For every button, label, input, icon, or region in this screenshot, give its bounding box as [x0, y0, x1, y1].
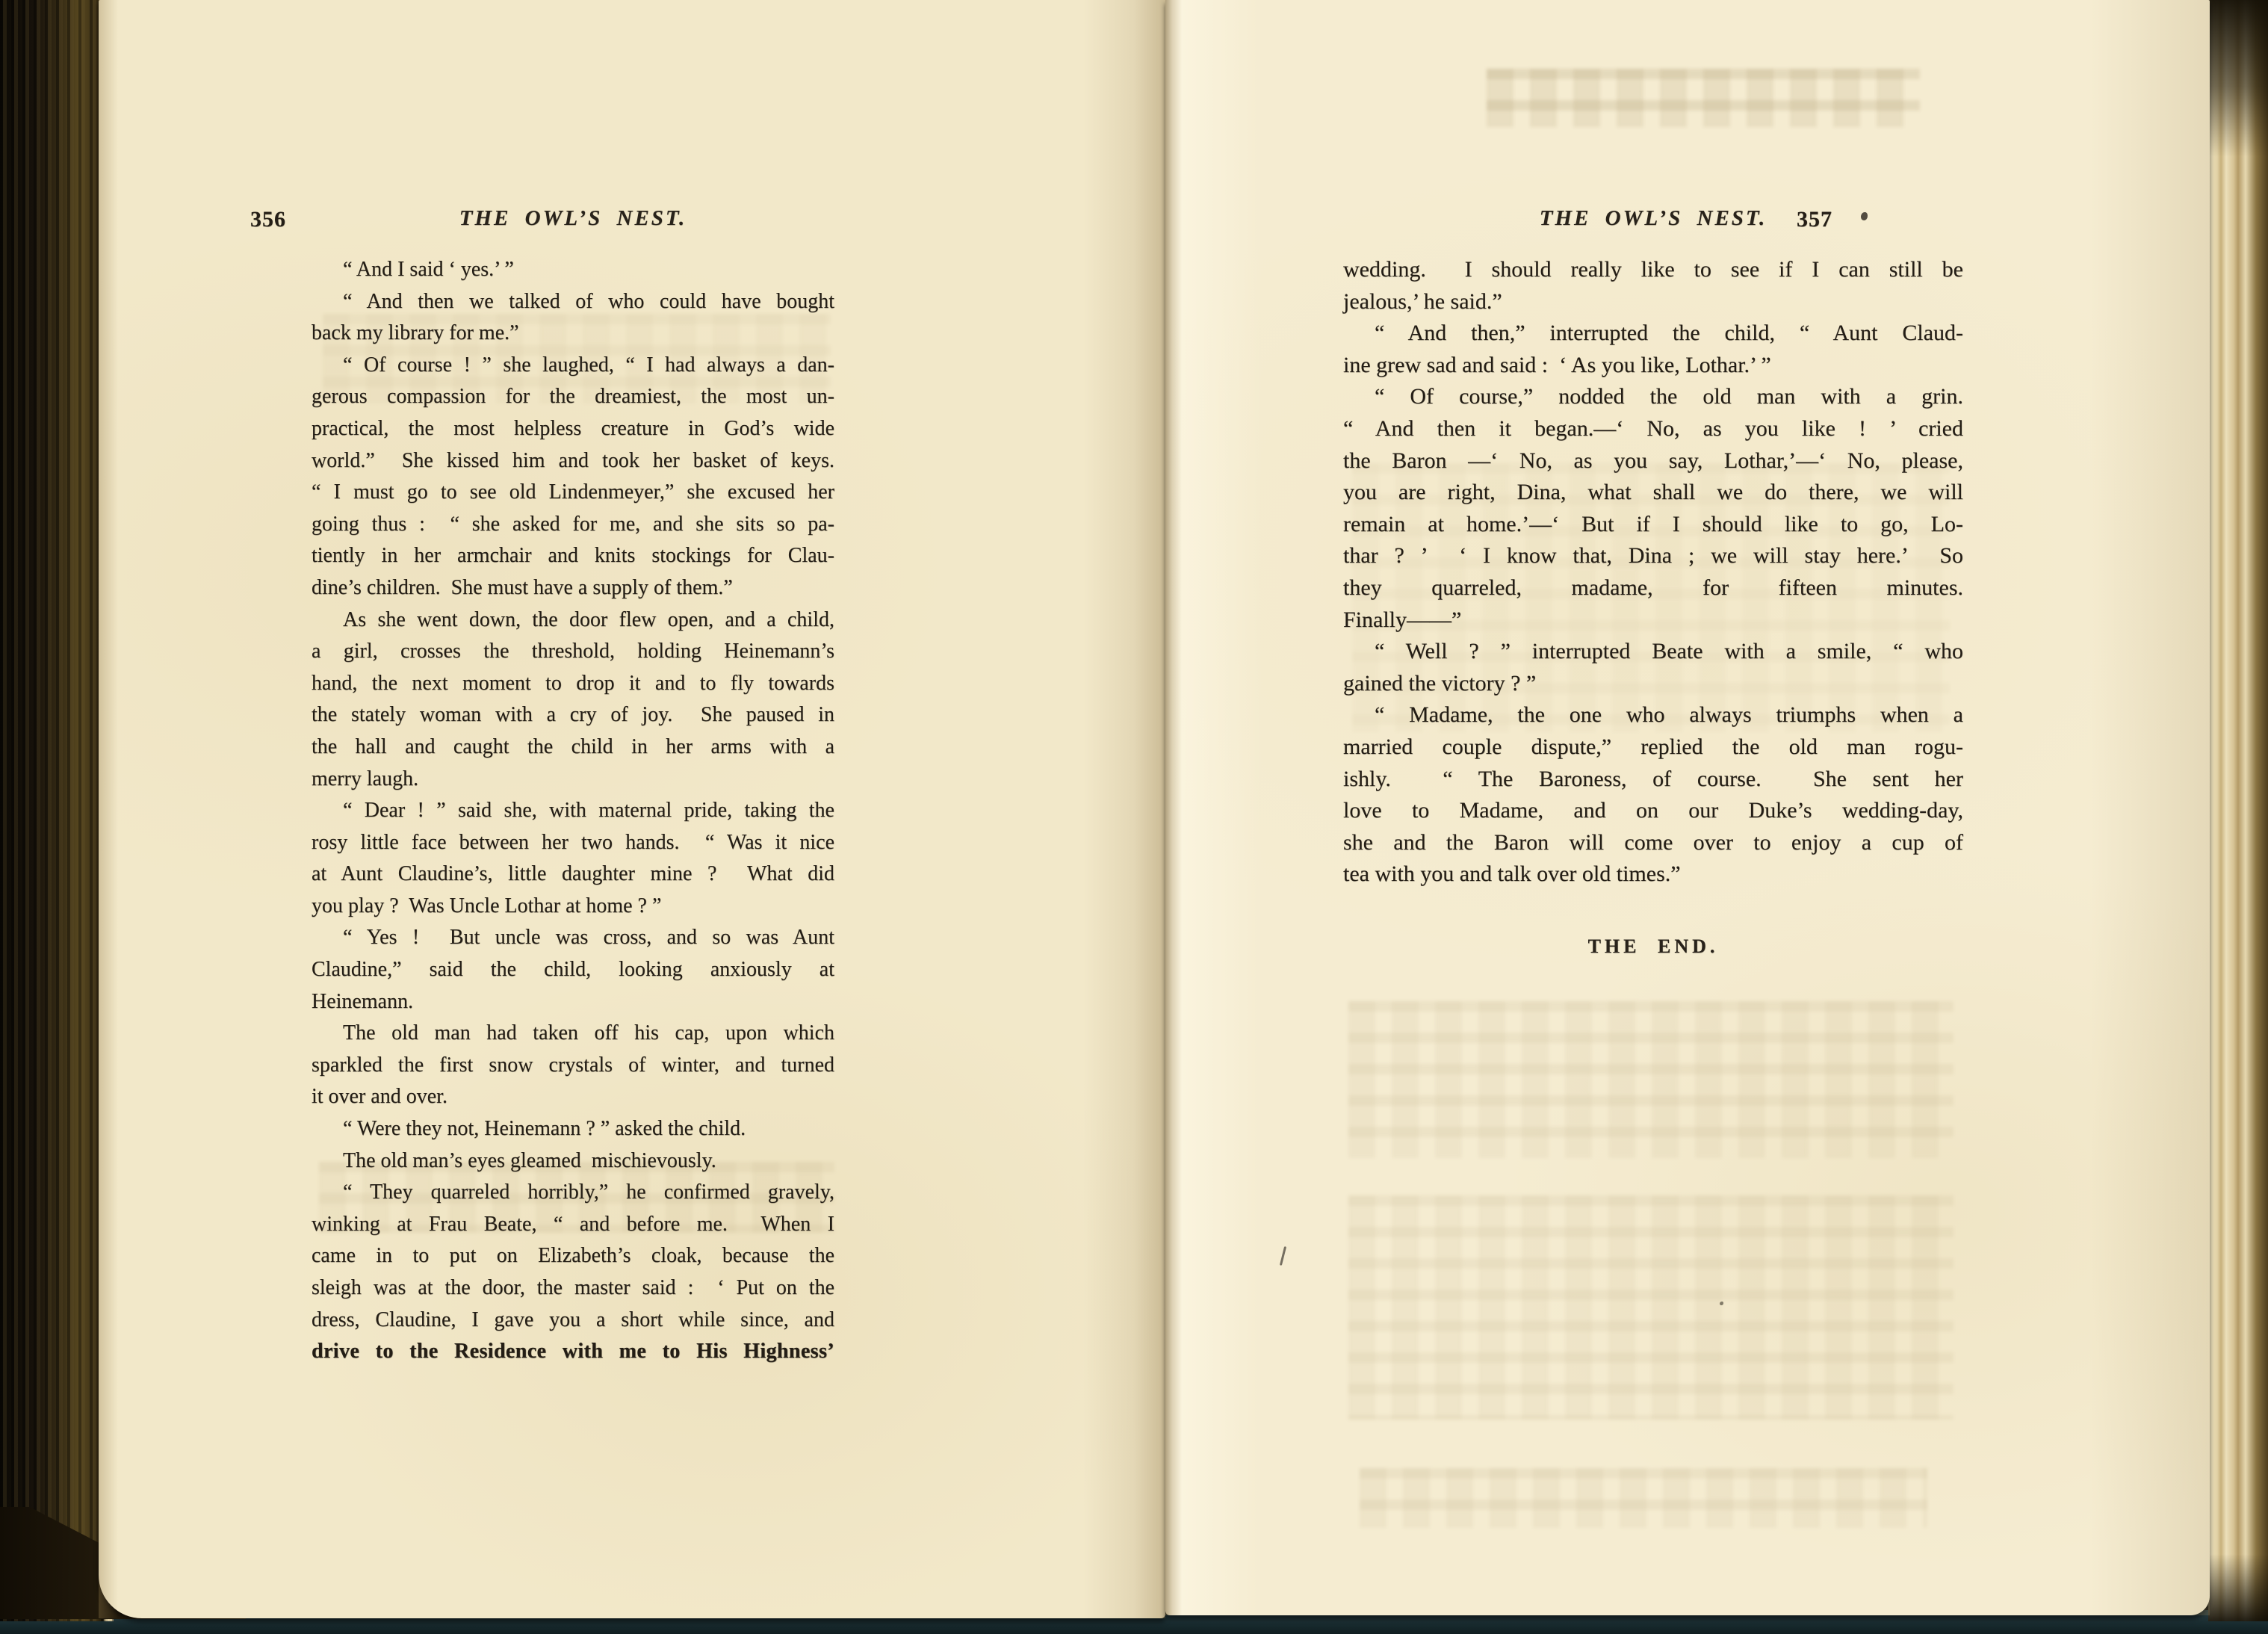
text-line: The old man’s eyes gleamed mischievously. — [343, 1148, 716, 1172]
text-line: Heinemann. — [312, 989, 414, 1013]
text-line: it over and over. — [312, 1085, 447, 1109]
text-line: world.” She kissed him and took her basket of keys. — [312, 448, 834, 472]
text-line: she and the Baron will come over to enjoy a cup of — [1343, 829, 1963, 855]
text-line: “ Dear ! ” said she, with maternal pride, taking the — [343, 799, 834, 823]
text-line: “ And then we talked of who could have bought — [343, 289, 834, 313]
paragraph — [312, 604, 834, 796]
text-line: love to Madame, and on our Duke’s wedding-day, — [1343, 798, 1963, 823]
left-page-header — [250, 206, 834, 239]
text-line: “ I must go to see old Lindenmeyer,” she excused her — [312, 480, 834, 504]
text-line: tea with you and talk over old times.” — [1343, 861, 1681, 887]
text-line: jealous,’ he said.” — [1343, 288, 1502, 314]
text-line: “ Were they not, Heinemann ? ” asked the child. — [343, 1117, 746, 1141]
text-line: came in to put on Elizabeth’s cloak, because the — [312, 1244, 834, 1268]
text-line: thar ? ’ ‘ I know that, Dina ; we will stay here.’ So — [1343, 543, 1963, 569]
paragraph — [1343, 699, 1963, 891]
text-line: The old man had taken off his cap, upon which — [343, 1021, 834, 1045]
text-line: you are right, Dina, what shall we do there, we will — [1343, 480, 1963, 505]
text-line: a girl, crosses the threshold, holding Heinemann’s — [312, 640, 834, 663]
paragraph — [312, 922, 834, 1018]
text-line: “ Madame, the one who always triumphs when a — [1375, 702, 1963, 728]
page-number: 357 — [1797, 207, 1832, 232]
paragraph — [312, 795, 834, 922]
page-number: 356 — [250, 207, 286, 232]
text-line: the stately woman with a cry of joy. She paused in — [312, 703, 834, 727]
text-line: Finally——” — [1343, 607, 1462, 632]
text-line: dress, Claudine, I gave you a short while since, and — [312, 1307, 834, 1331]
left-text-column — [250, 0, 834, 1618]
right-text-column — [1343, 0, 1963, 1615]
text-line: sleigh was at the door, the master said : ‘ Put on the — [312, 1276, 834, 1299]
text-line: gerous compassion for the dreamiest, the most un- — [312, 385, 834, 409]
text-line: merry laugh. — [312, 767, 419, 790]
text-line: at Aunt Claudine’s, little daughter mine ? What did — [312, 862, 834, 886]
text-line: rosy little face between her two hands. “ Was it nice — [312, 830, 834, 854]
stray-ink-mark — [1280, 1246, 1286, 1266]
paragraph — [312, 1145, 834, 1177]
paragraph — [1343, 636, 1963, 699]
text-line: “ Well ? ” interrupted Beate with a smile, “ who — [1375, 639, 1963, 664]
running-head: THE OWL’S NEST. — [459, 206, 687, 230]
text-line: drive to the Residence with me to His Highness’ — [312, 1340, 834, 1364]
text-line: “ And then,” interrupted the child, “ Aunt Claud- — [1375, 321, 1963, 346]
paragraph — [1343, 318, 1963, 381]
text-line: they quarreled, madame, for fifteen minutes. — [1343, 575, 1963, 600]
text-line: dine’s children. She must have a supply of them.” — [312, 575, 733, 599]
text-line: “ Of course ! ” she laughed, “ I had always a dan- — [343, 353, 834, 377]
text-line: ishly. “ The Baroness, of course. She sent her — [1343, 766, 1963, 791]
right-page-header — [1343, 206, 1963, 239]
text-line: hand, the next moment to drop it and to fly towards — [312, 671, 834, 695]
text-line: practical, the most helpless creature in God’s wide — [312, 416, 834, 440]
text-line: tiently in her armchair and knits stockings for Clau- — [312, 544, 834, 568]
paragraph — [312, 350, 834, 604]
left-page — [99, 0, 1165, 1618]
book-spine-edge — [0, 0, 114, 1621]
running-head: THE OWL’S NEST. — [1539, 206, 1767, 230]
text-line: you play ? Was Uncle Lothar at home ? ” — [312, 894, 662, 917]
paragraph — [1343, 254, 1963, 318]
text-line: wedding. I should really like to see if I can still be — [1343, 257, 1963, 282]
right-page-body-text — [1343, 254, 1963, 891]
text-line: “ They quarreled horribly,” he confirmed gravely, — [343, 1180, 834, 1204]
text-line: going thus : “ she asked for me, and she sits so pa- — [312, 512, 834, 536]
text-line: the Baron —‘ No, as you say, Lothar,’—‘ No, please, — [1343, 448, 1963, 473]
text-line: gained the victory ? ” — [1343, 670, 1537, 696]
text-line: “ And I said ‘ yes.’ ” — [343, 258, 514, 281]
text-line: ine grew sad and said : ‘ As you like, Lothar.’ ” — [1343, 352, 1771, 377]
the-end-label: THE END. — [1587, 935, 1719, 957]
left-page-body-text — [312, 254, 834, 1368]
text-line: “ Of course,” nodded the old man with a grin. — [1375, 384, 1963, 409]
paragraph — [312, 1113, 834, 1145]
text-line: winking at Frau Beate, “ and before me. When I — [312, 1212, 834, 1236]
text-line: Claudine,” said the child, looking anxiously at — [312, 958, 834, 982]
paragraph — [312, 286, 834, 350]
text-line: back my library for me.” — [312, 321, 519, 345]
paragraph — [1343, 381, 1963, 636]
paragraph — [312, 1177, 834, 1368]
text-line: “ And then it began.—‘ No, as you like ! ’ cried — [1343, 415, 1963, 441]
text-line: As she went down, the door flew open, and a child, — [343, 607, 834, 631]
paragraph — [312, 254, 834, 286]
text-line: the hall and caught the child in her arms with a — [312, 734, 834, 758]
text-line: “ Yes ! But uncle was cross, and so was Aunt — [343, 926, 834, 950]
text-line: sparkled the first snow crystals of winter, and turned — [312, 1053, 834, 1077]
paragraph — [312, 1018, 834, 1113]
right-page — [1165, 0, 2210, 1615]
text-line: remain at home.’—‘ But if I should like to go, Lo- — [1343, 511, 1963, 536]
text-line: married couple dispute,” replied the old man rogu- — [1343, 734, 1963, 759]
page-edges-right — [2208, 0, 2268, 1621]
